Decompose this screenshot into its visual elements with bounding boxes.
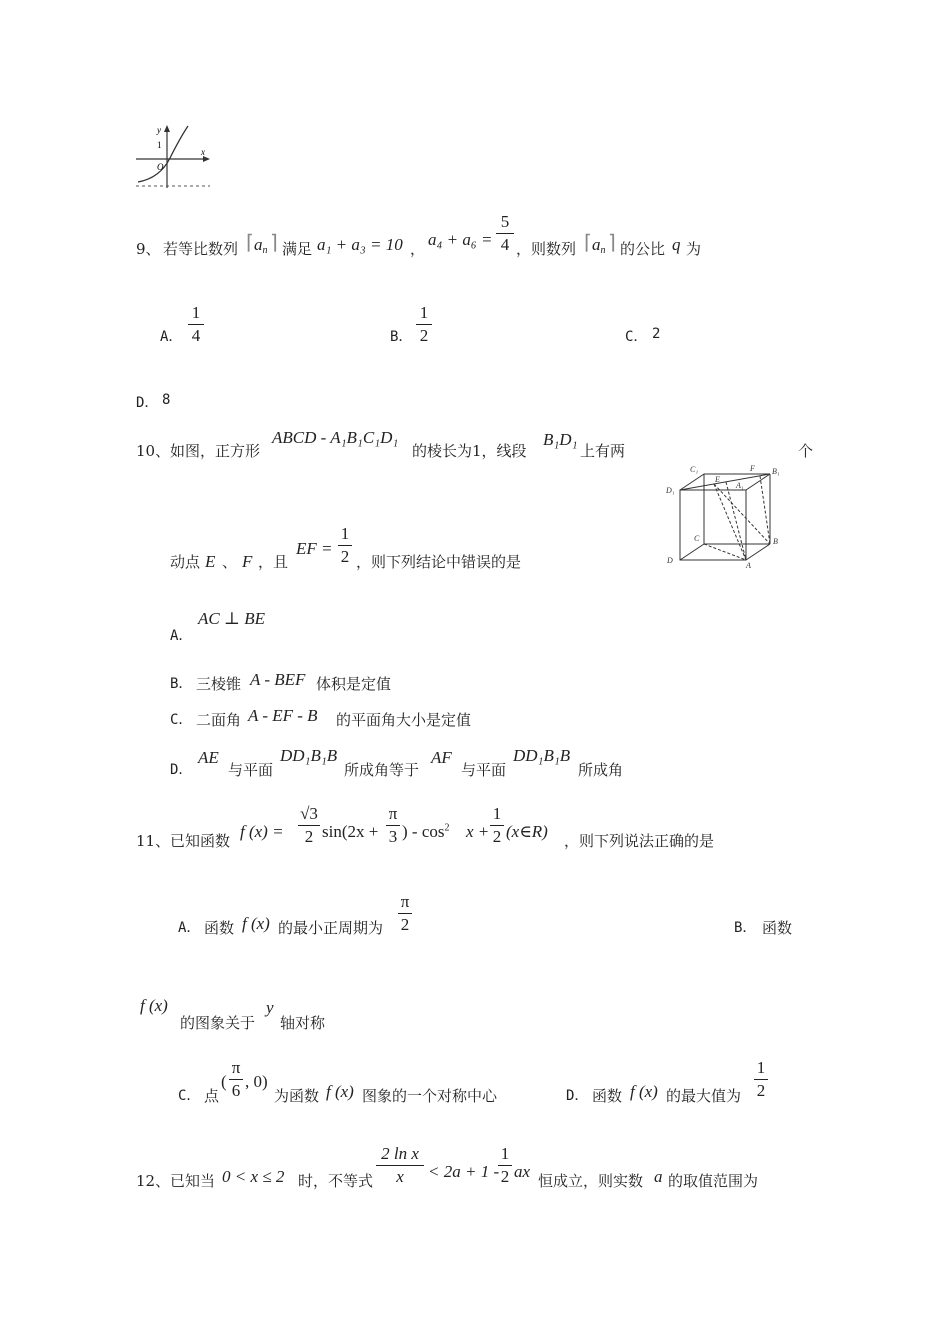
fig-label-c1: C₁ — [690, 465, 699, 474]
q10-cube: ABCD - A₁B₁C₁D₁ — [272, 428, 399, 447]
graph-origin-label: O — [157, 162, 164, 172]
fig-label-c: C — [694, 534, 700, 543]
q11-option-d-f: f (x) — [630, 1082, 658, 1101]
q11-option-a-value: π 2 — [398, 892, 412, 935]
q9-option-b-label: B． — [390, 329, 413, 345]
graph-y-label: y — [157, 125, 161, 135]
q11-option-a-label: A． — [178, 920, 201, 936]
q10-number: 10、 — [136, 442, 171, 460]
q9-sequence-2: $a_n$ — [592, 235, 606, 256]
q11-option-b-text-1: 函数 — [762, 919, 793, 937]
graph-x-label: x — [201, 147, 205, 157]
q10-option-b-text-2: 体积是定值 — [316, 675, 392, 693]
q11-option-c-f: f (x) — [326, 1082, 354, 1101]
q10-segment: B₁D₁ — [543, 430, 578, 449]
q10-option-d-text-4: 所成角 — [578, 761, 624, 779]
fig-label-d1: D₁ — [666, 486, 675, 495]
q12-half-fraction: 1 2 — [498, 1144, 512, 1187]
q10-option-d-plane-2: DD₁B₁B — [513, 746, 571, 765]
q9-option-d-value: 8 — [162, 392, 171, 408]
q10-option-d-plane-1: DD₁B₁B — [280, 746, 338, 765]
q12-text-2: 时，不等式 — [298, 1172, 374, 1190]
q12-condition: 0 < x ≤ 2 — [222, 1167, 285, 1186]
q12-number: 12、 — [136, 1172, 171, 1190]
q10-text-4: 个 — [798, 442, 814, 460]
q10-option-a-label: A． — [170, 628, 193, 644]
q9-text-2: 满足 — [282, 240, 313, 258]
q10-option-d-text-2: 所成角等于 — [344, 761, 420, 779]
q11-option-b-f: f (x) — [140, 996, 168, 1015]
q11-x-plus: x + — [466, 822, 490, 841]
q10-text-3: 上有两 — [580, 442, 626, 460]
q11-option-b-y: y — [266, 998, 274, 1017]
q10-e: E — [205, 552, 216, 571]
q11-option-d-text-1: 函数 — [592, 1087, 623, 1105]
q11-option-d-text-2: 的最大值为 — [666, 1087, 742, 1105]
q9-text-4: 的公比 — [620, 240, 666, 258]
fig-label-a: A — [746, 561, 751, 570]
q10-f: F — [242, 552, 253, 571]
q11-option-b-text-2: 的图象关于 — [180, 1014, 256, 1032]
q12-ax: ax — [514, 1162, 531, 1181]
q9-eq2-fraction: 5 4 — [496, 212, 514, 255]
q11-option-a-text-2: 的最小正周期为 — [278, 919, 384, 937]
q9-comma: ， — [410, 240, 426, 258]
q12-text-1: 已知当 — [170, 1172, 216, 1190]
q9-option-c-label: C． — [625, 329, 648, 345]
q12-text-4: 的取值范围为 — [668, 1172, 759, 1190]
q10-option-d-label: D． — [170, 762, 193, 778]
q10-option-d-ae: AE — [198, 748, 219, 767]
q10-ef: EF = — [296, 539, 333, 558]
q10-option-b-text-1: 三棱锥 — [196, 675, 242, 693]
q11-text-2: ，则下列说法正确的是 — [564, 832, 715, 850]
q10-option-c-text-2: 的平面角大小是定值 — [336, 711, 472, 729]
q11-option-b-text-3: 轴对称 — [280, 1014, 326, 1032]
q10-option-a-expr: AC ⊥ BE — [198, 609, 265, 628]
q11-option-a-text-1: 函数 — [204, 919, 235, 937]
q11-domain: (x∈R) — [506, 822, 548, 841]
function-graph — [130, 122, 220, 192]
q11-option-b-label: B． — [734, 920, 757, 936]
fig-label-e: E — [715, 475, 720, 484]
q11-option-c-close: , 0) — [245, 1072, 268, 1091]
q10-option-c-label: C． — [170, 712, 193, 728]
q9-option-d-label: D． — [136, 395, 159, 411]
q10-ef-fraction: 1 2 — [338, 524, 352, 567]
q11-f-left: f (x) = — [240, 822, 284, 841]
q12-a: a — [654, 1167, 663, 1186]
q10-option-d-text-3: 与平面 — [461, 761, 507, 779]
fig-label-d: D — [667, 556, 673, 565]
q10-option-b-expr: A - BEF — [250, 670, 306, 689]
q11-cos-part: ) - $\cos^2$ — [402, 822, 450, 841]
q11-number: 11、 — [136, 832, 171, 850]
q11-option-d-value: 1 2 — [754, 1058, 768, 1101]
q9-text-1: 若等比数列 — [163, 240, 239, 258]
q11-sqrt-fraction: √3 2 — [298, 804, 320, 847]
fig-label-a1: A₁ — [736, 481, 744, 490]
q11-option-c-text-2: 为函数 — [274, 1087, 320, 1105]
q10-text-7: ，则下列结论中错误的是 — [356, 553, 522, 571]
graph-one-label: 1 — [157, 140, 162, 150]
q10-option-d-af: AF — [431, 748, 452, 767]
q11-text-1: 已知函数 — [170, 832, 231, 850]
fig-label-b1: B₁ — [772, 467, 780, 476]
q9-q: q — [672, 235, 681, 254]
q9-eq2-left: a₄ + a₆ = — [428, 230, 493, 249]
q9-option-b-value: 1 2 — [416, 303, 432, 346]
q10-text-2: 的棱长为1，线段 — [412, 442, 527, 460]
q10-option-d-text-1: 与平面 — [228, 761, 274, 779]
q11-option-c-text-3: 图象的一个对称中心 — [362, 1087, 498, 1105]
q9-text-5: 为 — [686, 240, 702, 258]
q10-sep: 、 — [222, 553, 238, 571]
q9-text-3: ，则数列 — [516, 240, 577, 258]
q11-sin-part: sin(2x + — [322, 822, 379, 841]
q11-option-a-f: f (x) — [242, 914, 270, 933]
q9-option-a-value: 1 4 — [188, 303, 204, 346]
q9-option-c-value: 2 — [652, 326, 661, 342]
q11-pi-fraction: π 3 — [386, 804, 400, 847]
q12-middle: < 2a + 1 - — [428, 1162, 500, 1181]
q9-option-a-label: A． — [160, 329, 183, 345]
q11-option-d-label: D． — [566, 1088, 589, 1104]
q10-text-6: ，且 — [258, 553, 289, 571]
q10-option-c-expr: A - EF - B — [248, 706, 318, 725]
q11-half-fraction: 1 2 — [490, 804, 504, 847]
cube-figure — [660, 462, 790, 574]
q12-text-3: 恒成立，则实数 — [538, 1172, 644, 1190]
fig-label-f: F — [750, 464, 755, 473]
fig-label-b: B — [773, 537, 778, 546]
q10-option-b-label: B． — [170, 676, 193, 692]
q9-eq1: a₁ + a₃ = 10 — [317, 235, 403, 254]
q11-option-c-open: ( — [221, 1072, 227, 1091]
q11-option-c-label: C． — [178, 1088, 201, 1104]
q9-number: 9、 — [136, 240, 161, 258]
q9-sequence: $a_n$ — [254, 235, 268, 256]
q10-option-c-text-1: 二面角 — [196, 711, 242, 729]
q11-option-c-text-1: 点 — [204, 1087, 220, 1105]
q11-option-c-fraction: π 6 — [229, 1058, 243, 1101]
q12-ln-fraction: 2 ln x x — [376, 1144, 424, 1187]
q10-text-1: 如图，正方形 — [170, 442, 261, 460]
q10-text-5: 动点 — [170, 553, 201, 571]
